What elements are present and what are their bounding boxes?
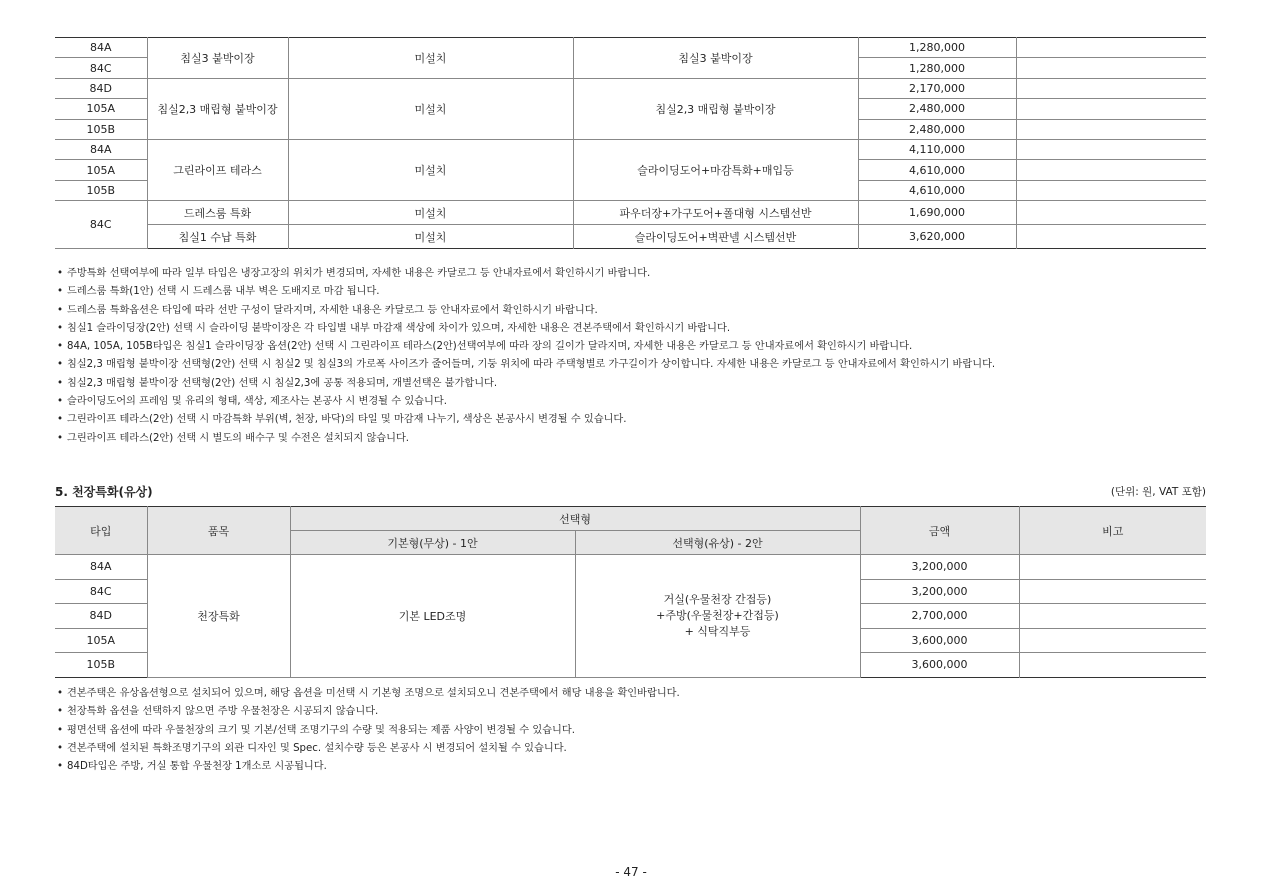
note-item: • 84D타입은 주방, 거실 통합 우물천장 1개소로 시공됩니다. xyxy=(57,758,1207,776)
header-type: 타입 xyxy=(55,507,147,555)
remark-cell xyxy=(1016,139,1206,159)
note-item: • 평면선택 옵션에 따라 우물천장의 크기 및 기본/선택 조명기구의 수량 및 적용되는 제품 사양이 변경될 수 있습니다. xyxy=(57,722,1207,740)
type-cell: 84C xyxy=(55,201,147,249)
note-item: • 84A, 105A, 105B타입은 침실1 슬라이딩장 옵션(2안) 선택 시 그린라이프 테라스(2안)선택여부에 따라 장의 길이가 달라지며, 자세한 내용은 카달로그 등 안내자료에서 확인하시기 바랍니다. xyxy=(57,338,1207,356)
option-cell: 침실3 붙박이장 xyxy=(573,38,858,79)
note-item: • 침실1 슬라이딩장(2안) 선택 시 슬라이딩 붙박이장은 각 타입별 내부 마감재 색상에 차이가 있으며, 자세한 내용은 견본주택에서 확인하시기 바랍니다. xyxy=(57,320,1207,338)
ceiling-option-table xyxy=(55,506,1206,678)
price-cell: 1,690,000 xyxy=(858,201,1016,225)
basic-cell: 미설치 xyxy=(288,201,573,225)
option-cell: 슬라이딩도어+마감특화+매입등 xyxy=(573,139,858,200)
price-cell: 3,200,000 xyxy=(860,579,1019,604)
type-cell: 105A xyxy=(55,160,147,180)
type-cell: 84C xyxy=(55,58,147,78)
type-cell: 84A xyxy=(55,555,147,580)
header-item: 품목 xyxy=(147,507,290,555)
notes-list xyxy=(57,265,1207,448)
type-cell: 105A xyxy=(55,628,147,653)
remark-cell xyxy=(1019,604,1206,629)
header-remark: 비고 xyxy=(1019,507,1206,555)
remark-cell xyxy=(1019,653,1206,678)
section-title: 5. 천장특화(유상) xyxy=(55,485,153,499)
type-cell: 84D xyxy=(55,604,147,629)
type-cell: 105A xyxy=(55,99,147,119)
type-cell: 84C xyxy=(55,579,147,604)
note-item: • 주방특화 선택여부에 따라 일부 타입은 냉장고장의 위치가 변경되며, 자세한 내용은 카달로그 등 안내자료에서 확인하시기 바랍니다. xyxy=(57,265,1207,283)
note-item: • 침실2,3 매립형 붙박이장 선택형(2안) 선택 시 침실2,3에 공통 적용되며, 개별선택은 불가합니다. xyxy=(57,375,1207,393)
item-cell: 침실1 수납 특화 xyxy=(147,225,288,249)
remark-cell xyxy=(1019,555,1206,580)
basic-cell: 미설치 xyxy=(288,225,573,249)
price-cell: 1,280,000 xyxy=(858,38,1016,58)
price-cell: 3,620,000 xyxy=(858,225,1016,249)
type-cell: 105B xyxy=(55,653,147,678)
remark-cell xyxy=(1016,99,1206,119)
remark-cell xyxy=(1016,160,1206,180)
price-cell: 2,480,000 xyxy=(858,119,1016,139)
item-cell: 침실2,3 매립형 붙박이장 xyxy=(147,78,288,139)
header-option: 선택형(유상) - 2안 xyxy=(575,531,860,555)
type-cell: 84A xyxy=(55,139,147,159)
item-cell: 침실3 붙박이장 xyxy=(147,38,288,79)
option-price-table xyxy=(55,37,1206,249)
note-item: • 침실2,3 매립형 붙박이장 선택형(2안) 선택 시 침실2 및 침실3의 가로폭 사이즈가 줄어들며, 기둥 위치에 따라 주택형별로 가구길이가 상이합니다. 자세한 내용은 카달로그 등 안내자료에서 확인하시기 바랍니다. xyxy=(57,356,1207,374)
basic-cell: 미설치 xyxy=(288,78,573,139)
price-cell: 3,200,000 xyxy=(860,555,1019,580)
item-cell: 드레스룸 특화 xyxy=(147,201,288,225)
item-cell: 천장특화 xyxy=(147,555,290,678)
basic-cell: 기본 LED조명 xyxy=(290,555,575,678)
price-cell: 1,280,000 xyxy=(858,58,1016,78)
type-cell: 84A xyxy=(55,38,147,58)
remark-cell xyxy=(1016,201,1206,225)
remark-cell xyxy=(1016,225,1206,249)
page-number: - 47 - xyxy=(615,865,647,879)
remark-cell xyxy=(1019,628,1206,653)
price-cell: 2,700,000 xyxy=(860,604,1019,629)
price-cell: 3,600,000 xyxy=(860,628,1019,653)
price-cell: 4,110,000 xyxy=(858,139,1016,159)
option-cell: 거실(우물천장 간접등) +주방(우물천장+간접등) + 식탁직부등 xyxy=(575,555,860,678)
price-cell: 2,480,000 xyxy=(858,99,1016,119)
price-cell: 4,610,000 xyxy=(858,180,1016,200)
basic-cell: 미설치 xyxy=(288,139,573,200)
header-selection: 선택형 xyxy=(290,507,860,531)
option-cell: 파우더장+가구도어+폴대형 시스템선반 xyxy=(573,201,858,225)
remark-cell xyxy=(1016,119,1206,139)
header-price: 금액 xyxy=(860,507,1019,555)
price-cell: 4,610,000 xyxy=(858,160,1016,180)
price-cell: 2,170,000 xyxy=(858,78,1016,98)
note-item: • 드레스룸 특화(1안) 선택 시 드레스룸 내부 벽은 도배지로 마감 됩니다. xyxy=(57,283,1207,301)
note-item: • 슬라이딩도어의 프레임 및 유리의 형태, 색상, 제조사는 본공사 시 변경될 수 있습니다. xyxy=(57,393,1207,411)
header-basic: 기본형(무상) - 1안 xyxy=(290,531,575,555)
notes-list-ceiling xyxy=(57,685,1207,776)
remark-cell xyxy=(1016,180,1206,200)
type-cell: 84D xyxy=(55,78,147,98)
remark-cell xyxy=(1016,58,1206,78)
type-cell: 105B xyxy=(55,119,147,139)
type-cell: 105B xyxy=(55,180,147,200)
remark-cell xyxy=(1019,579,1206,604)
note-item: • 드레스룸 특화옵션은 타입에 따라 선반 구성이 달라지며, 자세한 내용은 카달로그 등 안내자료에서 확인하시기 바랍니다. xyxy=(57,302,1207,320)
unit-note: (단위: 원, VAT 포함) xyxy=(1110,486,1206,498)
note-item: • 그린라이프 테라스(2안) 선택 시 별도의 배수구 및 수전은 설치되지 않습니다. xyxy=(57,430,1207,448)
remark-cell xyxy=(1016,78,1206,98)
note-item: • 견본주택은 유상옵션형으로 설치되어 있으며, 해당 옵션을 미선택 시 기본형 조명으로 설치되오니 견본주택에서 해당 내용을 확인바랍니다. xyxy=(57,685,1207,703)
note-item: • 천장특화 옵션을 선택하지 않으면 주방 우물천장은 시공되지 않습니다. xyxy=(57,703,1207,721)
note-item: • 그린라이프 테라스(2안) 선택 시 마감특화 부위(벽, 천장, 바닥)의 타일 및 마감재 나누기, 색상은 본공사시 변경될 수 있습니다. xyxy=(57,411,1207,429)
note-item: • 견본주택에 설치된 특화조명기구의 외관 디자인 및 Spec. 설치수량 등은 본공사 시 변경되어 설치될 수 있습니다. xyxy=(57,740,1207,758)
option-cell: 침실2,3 매립형 붙박이장 xyxy=(573,78,858,139)
remark-cell xyxy=(1016,38,1206,58)
basic-cell: 미설치 xyxy=(288,38,573,79)
price-cell: 3,600,000 xyxy=(860,653,1019,678)
option-cell: 슬라이딩도어+벽판넬 시스템선반 xyxy=(573,225,858,249)
item-cell: 그린라이프 테라스 xyxy=(147,139,288,200)
